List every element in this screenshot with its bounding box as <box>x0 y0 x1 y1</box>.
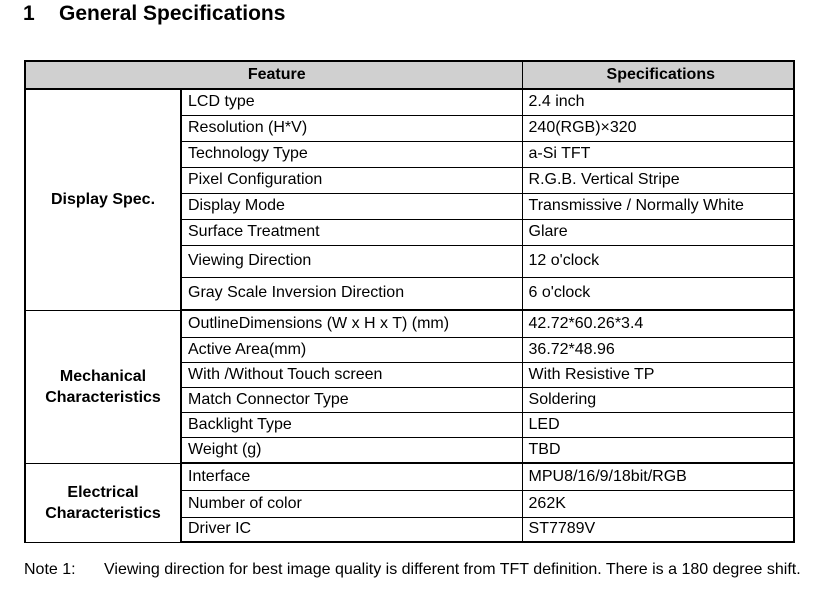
spec-cell: a-Si TFT <box>522 141 794 167</box>
feature-cell: Resolution (H*V) <box>181 115 522 141</box>
spec-table <box>24 60 795 543</box>
feature-cell: Surface Treatment <box>181 219 522 245</box>
spec-cell: LED <box>522 412 794 437</box>
spec-cell: 12 o'clock <box>522 245 794 277</box>
feature-cell: Pixel Configuration <box>181 167 522 193</box>
feature-cell: Gray Scale Inversion Direction <box>181 277 522 310</box>
spec-cell: 240(RGB)×320 <box>522 115 794 141</box>
spec-cell: MPU8/16/9/18bit/RGB <box>522 463 794 490</box>
footnote-label: Note 1: <box>24 561 76 578</box>
feature-cell: Active Area(mm) <box>181 337 522 362</box>
feature-cell: Technology Type <box>181 141 522 167</box>
footnote-text: Viewing direction for best image quality is different from TFT definition. There is a 180 degree shift. <box>104 561 801 578</box>
group-mechanical-label: Mechanical Characteristics <box>45 367 161 406</box>
table-row <box>25 463 794 490</box>
spec-cell: Soldering <box>522 387 794 412</box>
spec-cell: 2.4 inch <box>522 89 794 115</box>
spec-cell: R.G.B. Vertical Stripe <box>522 167 794 193</box>
spec-cell: 6 o'clock <box>522 277 794 310</box>
footnote <box>24 559 804 580</box>
spec-cell: ST7789V <box>522 517 794 542</box>
section-title: General Specifications <box>59 2 286 25</box>
section-number: 1 <box>23 2 35 25</box>
spec-cell: With Resistive TP <box>522 362 794 387</box>
feature-cell: Display Mode <box>181 193 522 219</box>
feature-cell: LCD type <box>181 89 522 115</box>
feature-cell: OutlineDimensions (W x H x T) (mm) <box>181 310 522 337</box>
spec-cell: Glare <box>522 219 794 245</box>
spec-cell: TBD <box>522 437 794 463</box>
feature-cell: Viewing Direction <box>181 245 522 277</box>
spec-cell: 262K <box>522 490 794 517</box>
group-electrical <box>25 463 181 542</box>
feature-cell: Interface <box>181 463 522 490</box>
section-heading <box>23 2 285 26</box>
group-mechanical <box>25 310 181 463</box>
feature-cell: With /Without Touch screen <box>181 362 522 387</box>
spec-cell: 42.72*60.26*3.4 <box>522 310 794 337</box>
feature-cell: Match Connector Type <box>181 387 522 412</box>
group-electrical-label: Electrical Characteristics <box>45 483 161 522</box>
table-row <box>25 310 794 337</box>
group-display-spec: Display Spec. <box>25 89 181 310</box>
header-feature: Feature <box>25 61 522 89</box>
spec-cell: Transmissive / Normally White <box>522 193 794 219</box>
table-row <box>25 89 794 115</box>
table-header-row <box>25 61 794 89</box>
spec-cell: 36.72*48.96 <box>522 337 794 362</box>
feature-cell: Driver IC <box>181 517 522 542</box>
feature-cell: Number of color <box>181 490 522 517</box>
header-specifications: Specifications <box>522 61 794 89</box>
feature-cell: Weight (g) <box>181 437 522 463</box>
feature-cell: Backlight Type <box>181 412 522 437</box>
